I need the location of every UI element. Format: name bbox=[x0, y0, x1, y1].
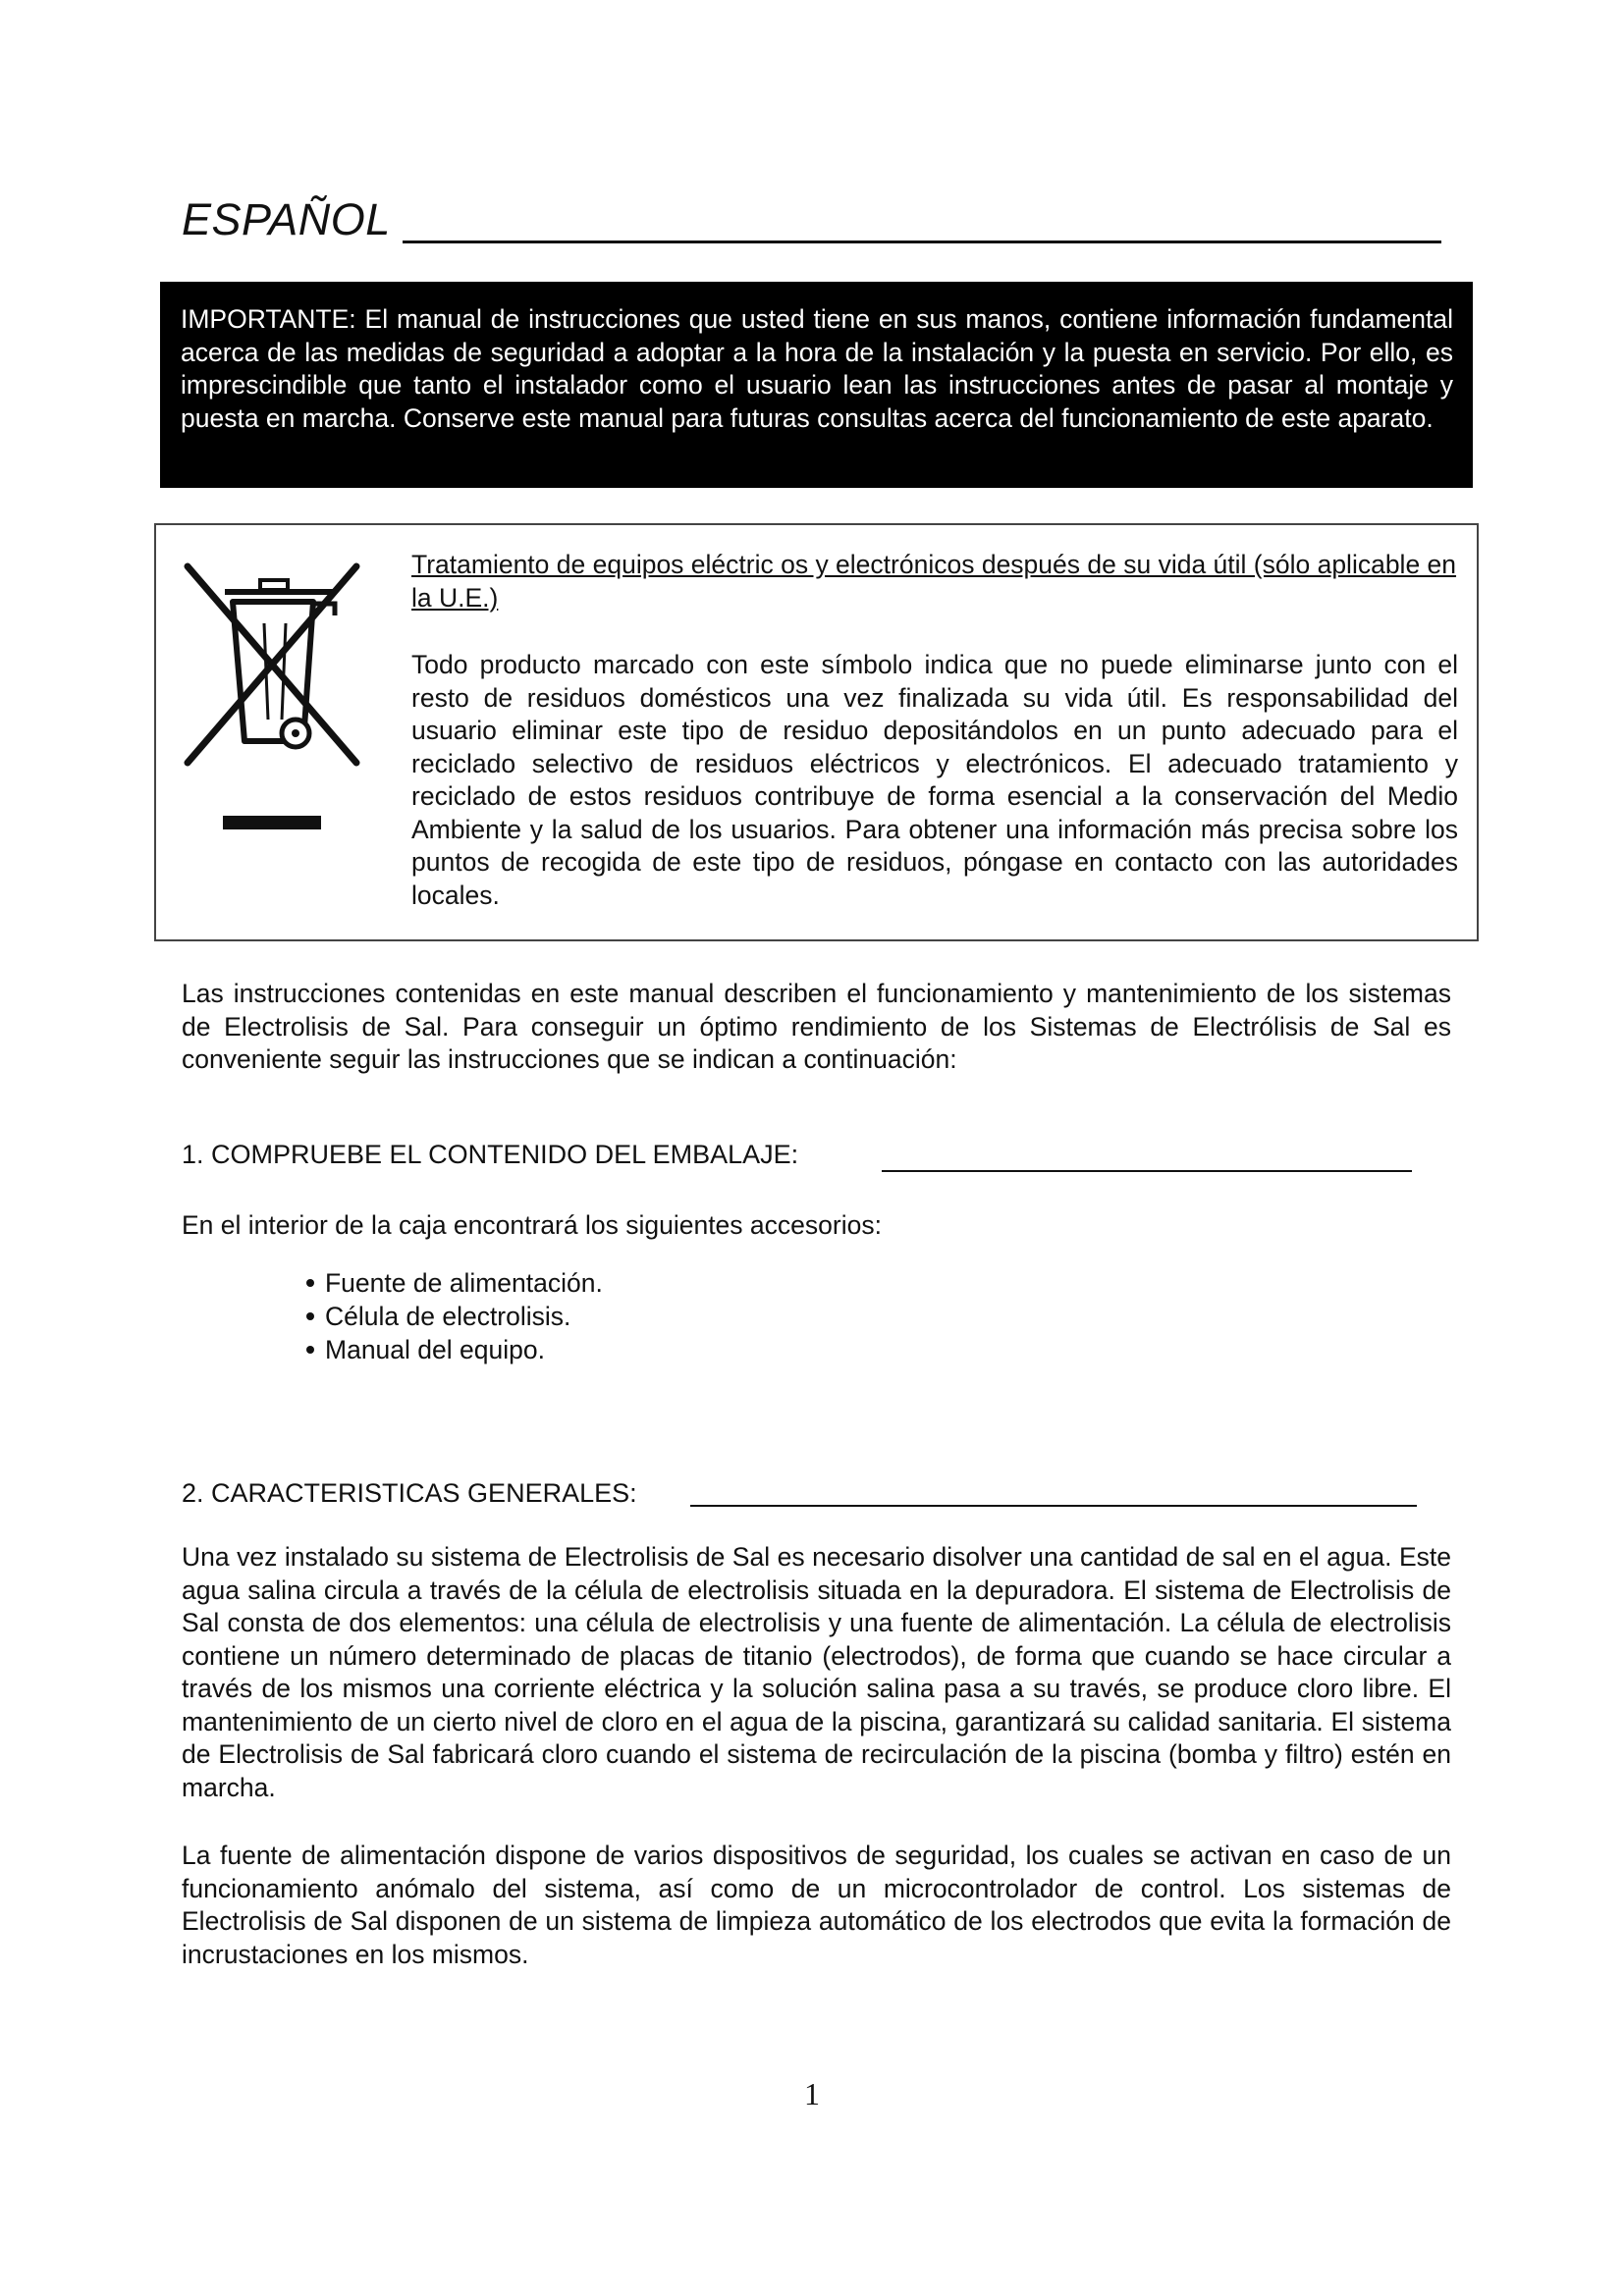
bullet-icon bbox=[306, 1279, 314, 1287]
intro-paragraph: Las instrucciones contenidas en este manual describen el funcionamiento y mantenimiento de los sistemas de Electrolisis de Sal. Para conseguir un óptimo rendimiento de los Sistemas de Electrólisis de Sal es conveniente seguir las instrucciones que se indican a continuación: bbox=[182, 979, 1451, 1074]
bullet-icon bbox=[306, 1346, 314, 1354]
page-number: 1 bbox=[804, 2076, 820, 2111]
weee-notice-box bbox=[154, 523, 1479, 941]
weee-heading: Tratamiento de equipos eléctric os y electrónicos después de su vida útil (sólo aplicable en la U.E.) bbox=[411, 550, 1457, 613]
important-notice-text: IMPORTANTE: El manual de instrucciones que usted tiene en sus manos, contiene información fundamental acerca de las medidas de seguridad a adoptar a la hora de la instalación y la puesta en servicio. Por ello, es imprescindible que tanto el instalador como el usuario lean las instrucciones antes de pasar al montaje y puesta en marcha. Conserve este manual para futuras consultas acerca del funcionamiento de este aparato. bbox=[181, 304, 1453, 433]
weee-body-text: Todo producto marcado con este símbolo indica que no puede eliminarse junto con el resto de residuos domésticos una vez finalizada su vida útil. Es responsabilidad del usuario eliminar este tipo de residuo depositándolos en un punto adecuado para el reciclado selectivo de residuos eléctricos y electrónicos. El adecuado tratamiento y reciclado de estos residuos contribuye de forma esencial a la conservación del Medio Ambiente y la salud de los usuarios. Para obtener una información más precisa sobre los puntos de recogida de este tipo de residuos, póngase en contacto con las autoridades locales. bbox=[411, 650, 1458, 910]
section-2-paragraph-2: La fuente de alimentación dispone de varios dispositivos de seguridad, los cuales se activan en caso de un funcionamiento anómalo del sistema, así como de un microcontrolador de control. Los sistemas de Electrolisis de Sal disponen de un sistema de limpieza automático de los electrodos que evita la formación de incrustaciones en los mismos. bbox=[182, 1841, 1451, 1969]
section-1-rule bbox=[882, 1170, 1412, 1172]
section-2-rule bbox=[690, 1505, 1417, 1507]
section-1-title: 1. COMPRUEBE EL CONTENIDO DEL EMBALAJE: bbox=[182, 1140, 799, 1169]
list-item: Fuente de alimentación. bbox=[306, 1266, 603, 1300]
accessories-list bbox=[306, 1266, 603, 1366]
section-2-title: 2. CARACTERISTICAS GENERALES: bbox=[182, 1478, 637, 1508]
list-item: Célula de electrolisis. bbox=[306, 1300, 603, 1333]
title-underline bbox=[403, 240, 1441, 243]
section-1-lead: En el interior de la caja encontrará los siguientes accesorios: bbox=[182, 1210, 882, 1240]
bullet-icon bbox=[306, 1312, 314, 1320]
language-title: ESPAÑOL bbox=[182, 194, 391, 244]
section-2-paragraph-1: Una vez instalado su sistema de Electrolisis de Sal es necesario disolver una cantidad de sal en el agua. Este agua salina circula a través de la célula de electrolisis situada en la depuradora. El sistema de Electrolisis de Sal consta de dos elementos: una célula de electrolisis y una fuente de alimentación. La célula de electrolisis contiene un número determinado de placas de titanio (electrodos), de forma que cuando se hace circular a través de los mismos una corriente eléctrica y la solución salina pasa a su través, se produce cloro libre. El mantenimiento de un cierto nivel de cloro en el agua de la piscina, garantizará su calidad sanitaria. El sistema de Electrolisis de Sal fabricará cloro cuando el sistema de recirculación de la piscina (bomba y filtro) estén en marcha. bbox=[182, 1542, 1451, 1802]
important-notice-box bbox=[160, 282, 1473, 488]
crossed-out-wheelie-bin-icon bbox=[178, 545, 364, 849]
list-item: Manual del equipo. bbox=[306, 1333, 603, 1366]
